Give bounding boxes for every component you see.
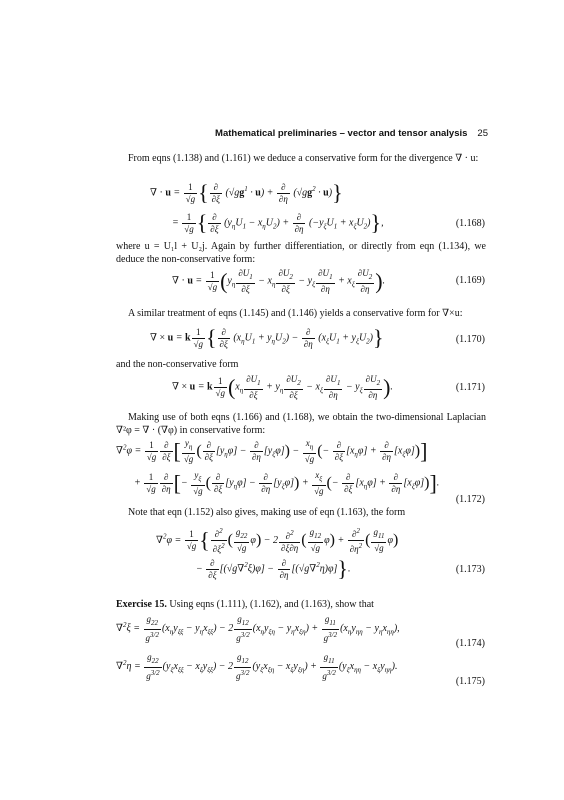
equation-number-1168: (1.168) [455, 218, 485, 229]
paragraph-curl: A similar treatment of eqns (1.145) and (1.146) yields a conservative form for ∇×u: [128, 308, 463, 319]
equation-laplacian-xi: ∇$^2$ξ = $\frac{g_{22}}{g^{3/2}}$ $(x_\eta y_{\xi\xi} - y_\eta x_{\xi\xi}) - 2$ $\frac{g_{12}}{g^{3/2}}$ $(x_\eta y_{\xi\eta} - y_\eta x_{\xi\eta})$ + $\frac{g_{11}}{g^{3/2}}$ $(x_\eta y_{\eta\eta} - y_\eta x_{\eta\eta})$, [116, 614, 400, 643]
equation-number-1170: (1.170) [455, 334, 485, 345]
page-number: 25 [477, 128, 488, 139]
paragraph-intro: From eqns (1.138) and (1.161) we deduce a conservative form for the divergence ∇ · u: [128, 153, 479, 164]
paragraph-noncons-curl: and the non-conservative form [116, 359, 239, 370]
header-title: Mathematical preliminaries – vector and tensor analysis [215, 128, 468, 139]
equation-number-1175: (1.175) [455, 676, 485, 687]
equation-divergence-line1: ∇ · u = $\frac{1}{√g}$ { $\frac{\partial}{\partial\xi}$ $(√gg^1 \cdot u)$ + $\frac{\partial}{\partial\eta}$ $(√gg^2 \cdot u)$} [150, 180, 343, 205]
exercise-heading: Exercise 15. [116, 599, 167, 610]
equation-divergence-line2: = $\frac{1}{√g}$ { $\frac{\partial}{\partial\xi}$ $(y_\eta U_1 - x_\eta U_2)$ + $\frac{\partial}{\partial\eta}$ $(-y_\xi U_1 + x_\xi U_2)$}, [172, 210, 384, 235]
equation-nonconservative-divergence: ∇ · u = $\frac{1}{√g}$ ($y_\eta$ $\frac{\partial U_1}{\partial\xi}$ − $x_\eta$ $\frac{\partial U_2}{\partial\xi}$ − $y_\xi$ $\frac{\partial U_1}{\partial\eta}$ + $x_\xi$ $\frac{\partial U_2}{\partial\eta}$ ). [172, 268, 386, 294]
exercise-text: Using eqns (1.111), (1.162), and (1.163), show that [166, 599, 374, 610]
equation-nonconservative-curl: ∇ × u = k $\frac{1}{√g}$ ($x_\eta$ $\frac{\partial U_1}{\partial\xi}$ + $y_\eta$ $\frac{\partial U_2}{\partial\xi}$ − $x_\xi$ $\frac{\partial U_1}{\partial\eta}$ − $y_\xi$ $\frac{\partial U_2}{\partial\eta}$ ). [172, 374, 393, 400]
equation-number-1169: (1.169) [455, 275, 485, 286]
paragraph-nonconservative: where u = U₁l + U₂j. Again by further differentiation, or directly from eqn (1.134), we deduce the non-conservative form: [116, 241, 486, 265]
paragraph-laplacian: Making use of both eqns (1.166) and (1.168), we obtain the two-dimensional Laplacian ∇²φ = ∇ · (∇φ) in conservative form: [116, 412, 486, 436]
equation-number-1173: (1.173) [455, 564, 485, 575]
equation-laplacian-eta: ∇$^2$η = $\frac{g_{22}}{g^{3/2}}$ $(y_\xi x_{\xi\xi} - x_\xi y_{\xi\xi}) - 2$ $\frac{g_{12}}{g^{3/2}}$ $(y_\xi x_{\xi\eta} - x_\xi y_{\xi\eta})$ + $\frac{g_{11}}{g^{3/2}}$ $(y_\xi x_{\eta\eta} - x_\xi y_{\eta\eta})$. [116, 652, 398, 681]
paragraph-exercise [116, 598, 486, 611]
equation-number-1172: (1.172) [455, 494, 485, 505]
equation-conservative-curl: ∇ × u = k $\frac{1}{√g}$ { $\frac{\partial}{\partial\xi}$ $(x_\eta U_1 + y_\eta U_2)$ − $\frac{\partial}{\partial\eta}$ $(x_\xi U_1 + y_\xi U_2)$} [150, 325, 384, 350]
equation-alt-laplacian-line2: − $\frac{\partial}{\partial\xi}$ [(√g∇$^2$ξ)φ] − $\frac{\partial}{\partial\eta}$ [(√g∇$^2$η)φ]}. [196, 556, 351, 581]
equation-number-1171: (1.171) [455, 382, 485, 393]
equation-laplacian-line1: ∇$^2$φ = $\frac{1}{√g}$ $\frac{\partial}{\partial\xi}$ [ $\frac{y_\eta}{√g}$ ( $\frac{\partial}{\partial\xi}$ $[y_\eta\varphi]$ − $\frac{\partial}{\partial\eta}$ $[y_\xi\varphi]$) − $\frac{x_\eta}{√g}$ (− $\frac{\partial}{\partial\xi}$ $[x_\eta\varphi]$ + $\frac{\partial}{\partial\eta}$ $[x_\xi\varphi]$)] [116, 438, 428, 464]
equation-alt-laplacian-line1: ∇$^2$φ = $\frac{1}{√g}$ { $\frac{\partial^2}{\partial\xi^2}$ ( $\frac{g_{22}}{√g}$ φ) − 2 $\frac{\partial^2}{\partial\xi\partial\eta}$ ( $\frac{g_{12}}{√g}$ φ) + $\frac{\partial^2}{\partial\eta^2}$ ( $\frac{g_{11}}{√g}$ φ) [156, 527, 399, 554]
paragraph-note: Note that eqn (1.152) also gives, making use of eqn (1.163), the form [128, 507, 406, 518]
equation-number-1174: (1.174) [455, 638, 485, 649]
equation-laplacian-line2: + $\frac{1}{√g}$ $\frac{\partial}{\partial\eta}$ [− $\frac{y_\xi}{√g}$ ( $\frac{\partial}{\partial\xi}$ $[y_\eta\varphi]$ − $\frac{\partial}{\partial\eta}$ $[y_\xi\varphi]$) + $\frac{x_\xi}{√g}$ (− $\frac{\partial}{\partial\xi}$ $[x_\eta\varphi]$ + $\frac{\partial}{\partial\eta}$ $[x_\xi\varphi]$)]. [134, 470, 440, 496]
running-header [215, 128, 488, 139]
